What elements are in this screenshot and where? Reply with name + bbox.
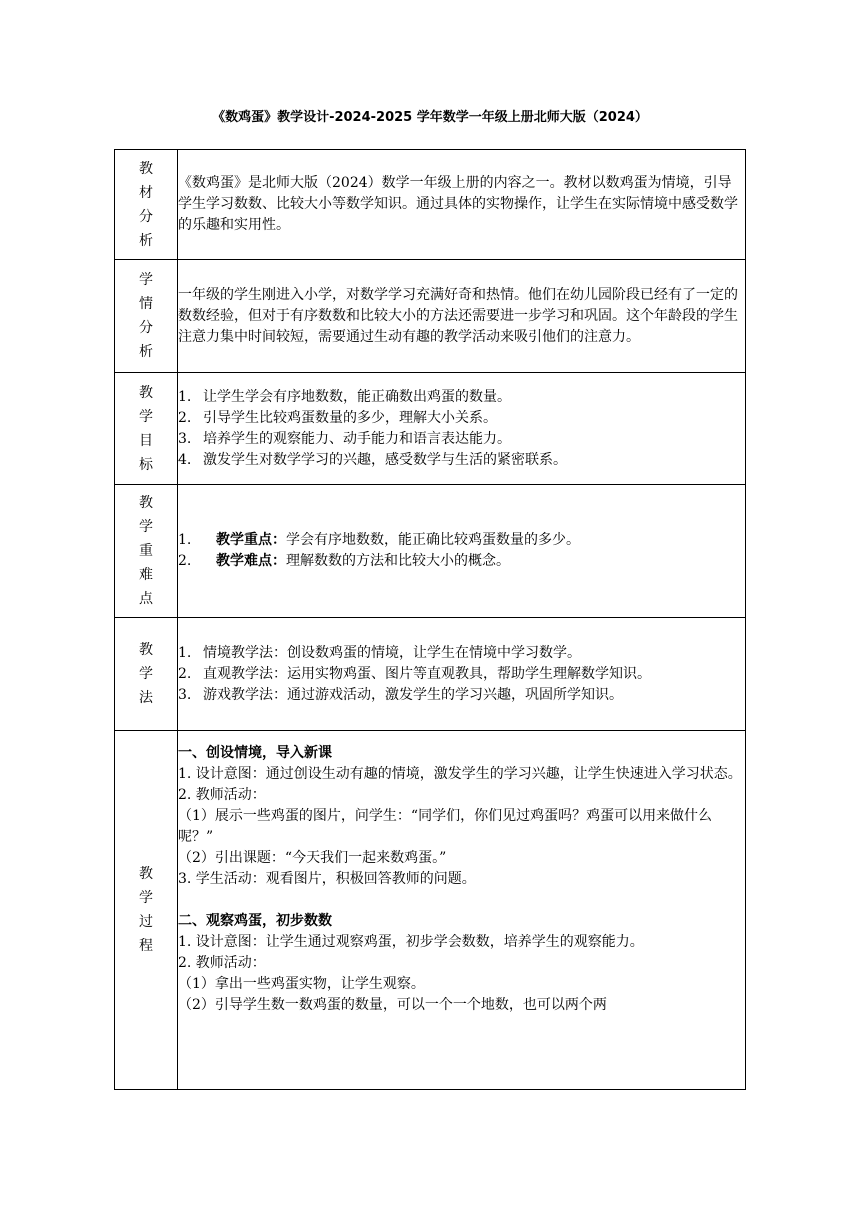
process-line: 2. 教师活动： (178, 787, 266, 803)
process-line: 1. 设计意图：通过创设生动有趣的情境，激发学生的学习兴趣，让学生快速进入学习状态。 (178, 766, 742, 782)
header-char: 学 (139, 519, 153, 535)
header-char: 析 (139, 344, 153, 360)
process-line: 1. 设计意图：让学生通过观察鸡蛋，初步学会数数，培养学生的观察能力。 (178, 934, 644, 950)
header-char: 点 (139, 591, 153, 607)
header-char: 情 (139, 296, 153, 312)
process-line: 2. 教师活动： (178, 955, 266, 971)
item-number: 1. (178, 644, 192, 661)
process-line: （2）引出课题：“今天我们一起来数鸡蛋。” (178, 850, 447, 866)
header-char: 析 (139, 232, 153, 249)
list-item (178, 387, 745, 408)
header-char: 法 (139, 690, 153, 706)
spacer (178, 890, 745, 911)
header-char: 分 (139, 208, 153, 225)
row-header-key-points (115, 485, 178, 618)
header-char: 教 (139, 642, 153, 658)
section-title: 一、创设情境，导入新课 (178, 745, 332, 761)
textbook-analysis-text: 《数鸡蛋》是北师大版（2024）数学一年级上册的内容之一。教材以数鸡蛋为情境，引导学生学习数数、比较大小等数学知识。通过具体的实物操作，让学生在实际情境中感受数学的乐趣和实用性。 (178, 150, 746, 260)
item-label: 教学难点： (216, 553, 286, 569)
item-number: 3. (178, 430, 192, 447)
row-teaching-process (115, 731, 746, 1090)
item-label: 教学重点： (216, 532, 286, 548)
student-analysis-text: 一年级的学生刚进入小学，对数学学习充满好奇和热情。他们在幼儿园阶段已经有了一定的数数经验，但对于有序数数和比较大小的方法还需要进一步学习和巩固。这个年龄段的学生注意力集中时间较短，需要通过生动有趣的教学活动来吸引他们的注意力。 (178, 260, 746, 373)
header-char: 学 (139, 666, 153, 682)
list-item (178, 530, 745, 551)
row-header-student-analysis (115, 260, 178, 373)
list-item (178, 664, 745, 685)
header-char: 目 (139, 432, 153, 449)
header-char: 分 (139, 320, 153, 336)
item-text: 游戏教学法：通过游戏活动，激发学生的学习兴趣，巩固所学知识。 (203, 686, 623, 703)
item-text: 直观教学法：运用实物鸡蛋、图片等直观教具，帮助学生理解数学知识。 (203, 665, 651, 682)
row-header-teaching-goals (115, 373, 178, 485)
section-title: 二、观察鸡蛋，初步数数 (178, 913, 332, 929)
item-number: 3. (178, 686, 192, 703)
item-text: 激发学生对数学学习的兴趣，感受数学与生活的紧密联系。 (203, 451, 567, 468)
header-char: 教 (139, 495, 153, 511)
row-student-analysis (115, 260, 746, 373)
header-char: 过 (139, 914, 153, 930)
item-text: 培养学生的观察能力、动手能力和语言表达能力。 (203, 430, 511, 447)
header-char: 学 (139, 890, 153, 906)
header-char: 标 (139, 456, 153, 473)
item-text: 学会有序地数数，能正确比较鸡蛋数量的多少。 (286, 532, 580, 548)
item-text: 理解数数的方法和比较大小的概念。 (286, 553, 510, 569)
list-item (178, 408, 745, 429)
teaching-goals-list (178, 373, 746, 485)
list-item (178, 685, 745, 706)
lesson-plan-table (114, 149, 746, 1090)
item-text: 让学生学会有序地数数，能正确数出鸡蛋的数量。 (203, 388, 511, 405)
row-teaching-methods (115, 618, 746, 731)
row-header-textbook-analysis (115, 150, 178, 260)
item-number: 1. (178, 532, 192, 548)
list-item (178, 551, 745, 572)
item-number: 1. (178, 388, 192, 405)
item-text: 引导学生比较鸡蛋数量的多少，理解大小关系。 (203, 409, 497, 426)
list-item (178, 450, 745, 471)
list-item (178, 643, 745, 664)
row-header-teaching-process (115, 731, 178, 1090)
teaching-process-content (178, 731, 746, 1090)
process-line: （1）展示一些鸡蛋的图片，问学生：“同学们，你们见过鸡蛋吗？鸡蛋可以用来做什么呢？” (178, 808, 713, 845)
process-line: （1）拿出一些鸡蛋实物，让学生观察。 (178, 976, 425, 992)
item-number: 4. (178, 451, 192, 468)
header-char: 程 (139, 938, 153, 954)
item-text: 情境教学法：创设数鸡蛋的情境，让学生在情境中学习数学。 (203, 644, 581, 661)
row-header-teaching-methods (115, 618, 178, 731)
process-line: （2）引导学生数一数鸡蛋的数量，可以一个一个地数，也可以两个两 (178, 997, 607, 1013)
key-points-list (178, 485, 746, 618)
header-char: 教 (139, 384, 153, 401)
header-char: 教 (139, 160, 153, 177)
process-line: 3. 学生活动：观看图片，积极回答教师的问题。 (178, 871, 476, 887)
row-teaching-goals (115, 373, 746, 485)
row-key-points (115, 485, 746, 618)
teaching-methods-list (178, 618, 746, 731)
header-char: 教 (139, 866, 153, 882)
list-item (178, 429, 745, 450)
header-char: 重 (139, 543, 153, 559)
item-number: 2. (178, 665, 192, 682)
item-number: 2. (178, 553, 192, 569)
header-char: 材 (139, 184, 153, 201)
header-char: 难 (139, 567, 153, 583)
item-number: 2. (178, 409, 192, 426)
header-char: 学 (139, 272, 153, 288)
row-textbook-analysis (115, 150, 746, 260)
document-title: 《数鸡蛋》教学设计-2024-2025 学年数学一年级上册北师大版（2024） (212, 110, 648, 125)
header-char: 学 (139, 408, 153, 425)
